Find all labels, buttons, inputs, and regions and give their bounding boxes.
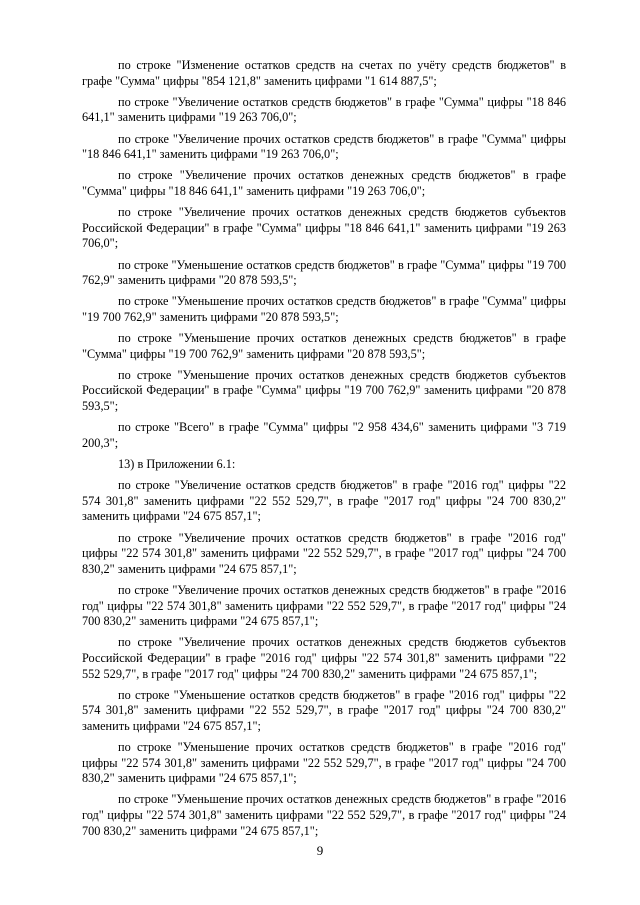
paragraph: по строке "Увеличение прочих остатков денежных средств бюджетов" в графе "Сумма" цифры "18 846 641,1" заменить цифрами "19 263 706,0"; bbox=[82, 168, 566, 198]
paragraph: по строке "Увеличение прочих остатков денежных средств бюджетов субъектов Российской Федерации" в графе "Сумма" цифры "18 846 641,1" заменить цифрами "19 263 706,0"; bbox=[82, 205, 566, 251]
paragraph: по строке "Уменьшение прочих остатков средств бюджетов" в графе "2016 год" цифры "22 574 301,8" заменить цифрами "22 552 529,7", в графе "2017 год" цифры "24 700 830,2" заменить цифрами "24 675 857,1"; bbox=[82, 740, 566, 786]
paragraph: по строке "Уменьшение остатков средств бюджетов" в графе "2016 год" цифры "22 574 301,8" заменить цифрами "22 552 529,7", в графе "2017 год" цифры "24 700 830,2" заменить цифрами "24 675 857,1"; bbox=[82, 687, 566, 733]
page-number: 9 bbox=[316, 843, 324, 858]
paragraph: по строке "Уменьшение прочих остатков средств бюджетов" в графе "Сумма" цифры "19 700 762,9" заменить цифрами "20 878 593,5"; bbox=[82, 294, 566, 324]
paragraph: по строке "Всего" в графе "Сумма" цифры "2 958 434,6" заменить цифрами "3 719 200,3"; bbox=[82, 420, 566, 450]
section-heading: 13) в Приложении 6.1: bbox=[118, 457, 236, 471]
paragraph: по строке "Увеличение остатков средств бюджетов" в графе "2016 год" цифры "22 574 301,8" заменить цифрами "22 552 529,7", в графе "2017 год" цифры "24 700 830,2" заменить цифрами "24 675 857,1"; bbox=[82, 478, 566, 524]
paragraph: по строке "Увеличение прочих остатков денежных средств бюджетов" в графе "2016 год" цифры "22 574 301,8" заменить цифрами "22 552 529,7", в графе "2017 год" цифры "24 700 830,2" заменить цифрами "24 675 857,1"; bbox=[82, 582, 566, 629]
paragraph: по строке "Изменение остатков средств на счетах по учёту средств бюджетов" в графе "Сумма" цифры "854 121,8" заменить цифрами "1 614 887,5"; bbox=[82, 58, 566, 88]
document-body bbox=[82, 58, 566, 845]
paragraph: по строке "Увеличение прочих остатков средств бюджетов" в графе "2016 год" цифры "22 574 301,8" заменить цифрами "22 552 529,7", в графе "2017 год" цифры "24 700 830,2" заменить цифрами "24 675 857,1"; bbox=[82, 530, 566, 576]
paragraph: по строке "Уменьшение прочих остатков денежных средств бюджетов субъектов Российской Федерации" в графе "Сумма" цифры "19 700 762,9" заменить цифрами "20 878 593,5"; bbox=[82, 367, 566, 414]
paragraph: по строке "Уменьшение прочих остатков денежных средств бюджетов" в графе "2016 год" цифры "22 574 301,8" заменить цифрами "22 552 529,7", в графе "2017 год" цифры "24 700 830,2" заменить цифрами "24 675 857,1"; bbox=[82, 792, 566, 838]
paragraph: по строке "Уменьшение прочих остатков денежных средств бюджетов" в графе "Сумма" цифры "19 700 762,9" заменить цифрами "20 878 593,5"; bbox=[82, 331, 566, 361]
paragraph: по строке "Увеличение прочих остатков средств бюджетов" в графе "Сумма" цифры "18 846 641,1" заменить цифрами "19 263 706,0"; bbox=[82, 131, 566, 162]
paragraph: по строке "Уменьшение остатков средств бюджетов" в графе "Сумма" цифры "19 700 762,9" заменить цифрами "20 878 593,5"; bbox=[82, 257, 566, 288]
paragraph: по строке "Увеличение прочих остатков денежных средств бюджетов субъектов Российской Федерации" в графе "2016 год" цифры "22 574 301,8" заменить цифрами "22 552 529,7", в графе "2017 год" цифры "24 700 830,2" заменить цифрами "24 675 857,1"; bbox=[82, 635, 566, 681]
paragraph: по строке "Увеличение остатков средств бюджетов" в графе "Сумма" цифры "18 846 641,1" заменить цифрами "19 263 706,0"; bbox=[82, 94, 566, 125]
